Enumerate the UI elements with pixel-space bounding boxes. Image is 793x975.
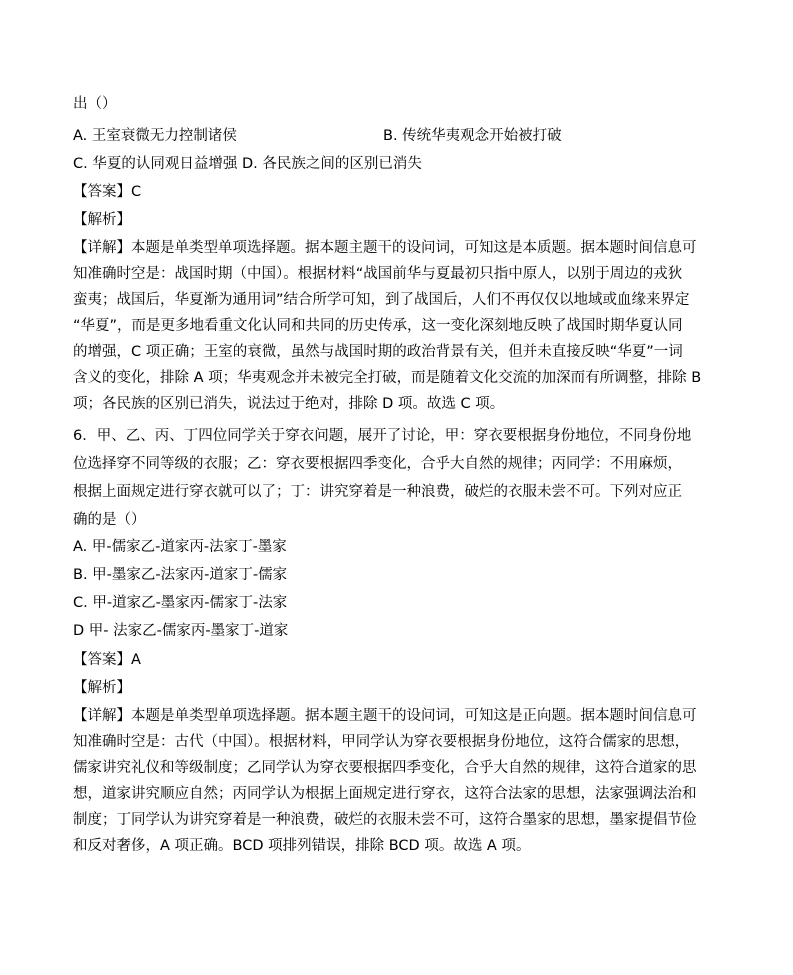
- q5-detail-line: 含义的变化，排除 A 项；华夷观念并未被完全打破，而是随着文化交流的加深而有所调整，排除 B: [73, 370, 702, 386]
- q5-detail-line: 蛮夷；战国后，华夏渐为通用词”结合所学可知，到了战国后，人们不再仅仅以地域或血缘来界定: [73, 292, 690, 308]
- q6-detail-line: 知准确时空是：古代（中国）。根据材料，甲同学认为穿衣要根据身份地位，这符合儒家的思想，: [73, 734, 690, 750]
- q5-answer: 【答案】C: [73, 184, 142, 200]
- q5-detail: [73, 238, 701, 420]
- q6-analysis-title: 【解析】: [73, 680, 131, 696]
- q6-stem: [73, 426, 691, 538]
- q5-options-cd: C. 华夏的认同观日益增强 D. 各民族之间的区别已消失: [73, 156, 422, 172]
- q6-option-d: D 甲- 法家乙-儒家丙-墨家丁-道家: [73, 623, 289, 639]
- q6-option-c: C. 甲-道家乙-墨家丙-儒家丁-法家: [73, 595, 288, 611]
- q6-stem-line: 6．甲、乙、丙、丁四位同学关于穿衣问题，展开了讨论，甲：穿衣要根据身份地位，不同身份地: [73, 428, 692, 444]
- q6-detail-line: 想，道家讲究顺应自然；丙同学认为根据上面规定进行穿衣，这符合法家的思想，法家强调法治和: [73, 786, 697, 802]
- q5-detail-line: 项；各民族的区别已消失，说法过于绝对，排除 D 项。故选 C 项。: [73, 396, 505, 412]
- q6-stem-line: 根据上面规定进行穿衣就可以了；丁：讲究穿着是一种浪费，破烂的衣服未尝不可。下列对应正: [73, 484, 682, 500]
- q5-stem-tail: 出（）: [73, 96, 117, 112]
- q6-answer: 【答案】A: [73, 652, 141, 668]
- q6-detail-line: 【详解】本题是单类型单项选择题。据本题主题干的设问词，可知这是正向题。据本题时间信息可: [73, 708, 697, 724]
- q6-detail-line: 和反对奢侈，A 项正确。BCD 项排列错误，排除 BCD 项。故选 A 项。: [73, 838, 531, 854]
- q5-options-ab: [73, 126, 562, 146]
- q6-stem-line: 确的是（）: [73, 512, 146, 528]
- q6-detail-line: 儒家讲究礼仪和等级制度；乙同学认为穿衣要根据四季变化，合乎大自然的规律，这符合道家的思: [73, 760, 697, 776]
- q5-detail-line: 知准确时空是：战国时期（中国）。根据材料“战国前华与夏最初只指中原人，以别于周边的戎狄: [73, 266, 683, 282]
- q5-option-b: B. 传统华夷观念开始被打破: [383, 128, 562, 144]
- q6-detail: [73, 706, 697, 862]
- q5-analysis-title: 【解析】: [73, 212, 131, 228]
- q6-stem-line: 位选择穿不同等级的衣服；乙：穿衣要根据四季变化，合乎大自然的规律；丙同学：不用麻烦，: [73, 456, 682, 472]
- q5-option-a: A. 王室衰微无力控制诸侯: [73, 128, 237, 144]
- q5-detail-line: “华夏”，而是更多地看重文化认同和共同的历史传承，这一变化深刻地反映了战国时期华夏认同: [73, 318, 683, 334]
- q6-detail-line: 制度；丁同学认为讲究穿着是一种浪费，破烂的衣服未尝不可，这符合墨家的思想，墨家提倡节俭: [73, 812, 697, 828]
- q6-option-b: B. 甲-墨家乙-法家丙-道家丁-儒家: [73, 567, 288, 583]
- q5-detail-line: 【详解】本题是单类型单项选择题。据本题主题干的设问词，可知这是本质题。据本题时间信息可: [73, 240, 697, 256]
- q5-detail-line: 的增强，C 项正确；王室的衰微，虽然与战国时期的政治背景有关，但并未直接反映“华夏”一词: [73, 344, 683, 360]
- q6-option-a: A. 甲-儒家乙-道家丙-法家丁-墨家: [73, 539, 287, 555]
- q6-options: [73, 537, 288, 649]
